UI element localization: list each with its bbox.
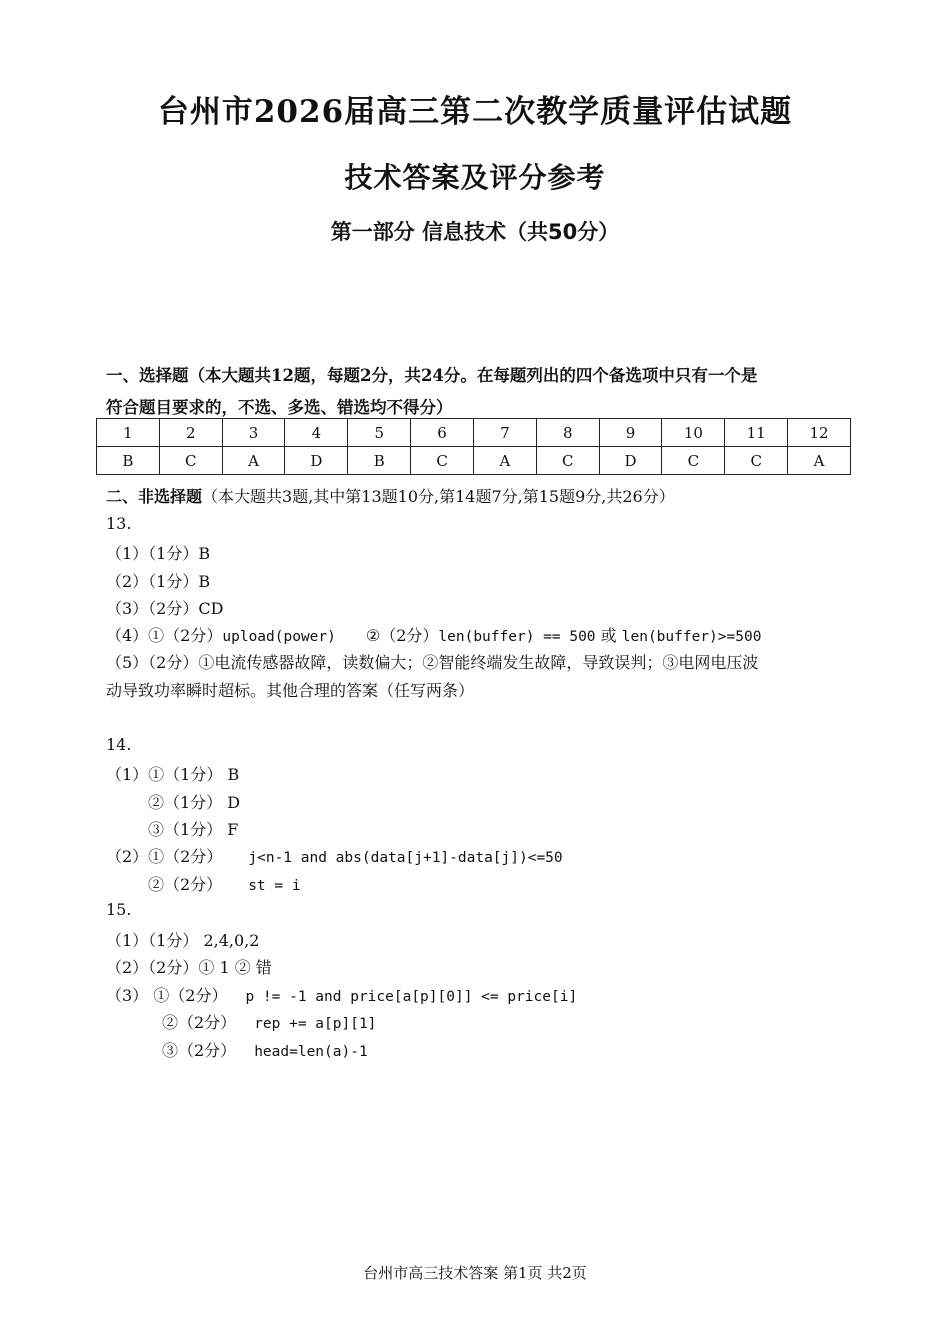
q15-answer-1: （1）（1分） 2,4,0,2 — [106, 931, 260, 950]
answer-cell: C — [411, 447, 474, 475]
question-number-cell: 10 — [662, 419, 725, 447]
section1-heading-line2: 符合题目要求的，不选、多选、错选均不得分） — [106, 398, 453, 417]
question-number-cell: 3 — [222, 419, 285, 447]
q15-answer-3-2 — [162, 1010, 376, 1033]
section1-heading-line1: 一、选择题（本大题共12题，每题2分，共24分。在每题列出的四个备选项中只有一个是 — [106, 366, 758, 385]
answer-cell: B — [97, 447, 160, 475]
question-number-row — [97, 419, 851, 447]
answer-cell: A — [222, 447, 285, 475]
answer-cell: C — [159, 447, 222, 475]
q15-answer-3-1 — [106, 983, 577, 1006]
q15-answer-2: （2）（2分）① 1 ② 错 — [106, 958, 272, 977]
question-number-cell: 2 — [159, 419, 222, 447]
q14-number: 14. — [106, 735, 132, 754]
q13-answer-2: （2）（1分）B — [106, 572, 211, 591]
answer-cell: D — [285, 447, 348, 475]
answer-cell: B — [348, 447, 411, 475]
page-footer: 台州市高三技术答案 第1页 共2页 — [363, 1264, 587, 1282]
q15-answer-3-3-code: head=len(a)-1 — [254, 1044, 368, 1060]
question-number-cell: 9 — [599, 419, 662, 447]
q15-number: 15. — [106, 900, 132, 919]
section2-heading — [106, 484, 675, 507]
answer-cell: D — [599, 447, 662, 475]
answer-cell: A — [788, 447, 851, 475]
section2-heading-title: 二、非选择题 — [106, 487, 203, 506]
q15-answer-3-2-code: rep += a[p][1] — [254, 1016, 377, 1032]
question-number-cell: 1 — [97, 419, 160, 447]
q15-answer-3-1-code: p != -1 and price[a[p][0]] <= price[i] — [245, 989, 578, 1005]
q14-answer-1-1: （1）①（1分） B — [106, 765, 240, 784]
q13-answer-4-code2: len(buffer) == 500 — [438, 629, 596, 645]
document-subtitle: 技术答案及评分参考 — [344, 161, 606, 194]
question-number-cell: 12 — [788, 419, 851, 447]
question-number-cell: 6 — [411, 419, 474, 447]
q13-answer-4-code1: upload(power) — [222, 629, 336, 645]
answer-cell: C — [536, 447, 599, 475]
answer-row — [97, 447, 851, 475]
q13-answer-4-or: 或 — [600, 626, 617, 645]
q14-answer-2-1-prefix: （2）①（2分） — [106, 847, 223, 866]
question-number-cell: 4 — [285, 419, 348, 447]
question-number-cell: 5 — [348, 419, 411, 447]
section2-heading-detail: （本大题共3题,其中第13题10分,第14题7分,第15题9分,共26分） — [202, 487, 675, 506]
q13-answer-3: （3）（2分）CD — [106, 599, 224, 618]
q13-number: 13. — [106, 514, 132, 533]
q13-answer-1: （1）（1分）B — [106, 544, 211, 563]
q14-answer-2-2 — [148, 872, 301, 895]
part-title: 第一部分 信息技术（共50分） — [330, 220, 620, 244]
q15-answer-3-3-prefix: ③（2分） — [162, 1041, 237, 1060]
answer-cell: C — [662, 447, 725, 475]
q15-answer-3-1-prefix: （3） ①（2分） — [106, 986, 228, 1005]
multiple-choice-answer-table — [96, 418, 851, 475]
answer-cell: A — [473, 447, 536, 475]
q14-answer-1-3: ③（1分） F — [148, 820, 239, 839]
q14-answer-2-1 — [106, 844, 563, 867]
q13-answer-4-prefix: （4）①（2分） — [106, 626, 223, 645]
q15-answer-3-2-prefix: ②（2分） — [162, 1013, 237, 1032]
q15-answer-3-3 — [162, 1038, 368, 1061]
q14-answer-2-2-code: st = i — [248, 878, 301, 894]
question-number-cell: 7 — [473, 419, 536, 447]
q13-answer-5-line2: 动导致功率瞬时超标。其他合理的答案（任写两条） — [106, 681, 475, 700]
question-number-cell: 11 — [725, 419, 788, 447]
answer-cell: C — [725, 447, 788, 475]
q14-answer-2-1-code: j<n-1 and abs(data[j+1]-data[j])<=50 — [248, 850, 563, 866]
q13-answer-4-code3: len(buffer)>=500 — [621, 629, 762, 645]
q13-answer-4-mid: ②（2分） — [365, 626, 439, 645]
q14-answer-1-2: ②（1分） D — [148, 793, 241, 812]
q13-answer-4 — [106, 623, 761, 646]
q13-answer-5-line1: （5）（2分）①电流传感器故障，读数偏大；②智能终端发生故障，导致误判；③电网电压波 — [106, 653, 759, 672]
q14-answer-2-2-prefix: ②（2分） — [148, 875, 223, 894]
document-title: 台州市2026届高三第二次教学质量评估试题 — [157, 94, 793, 130]
question-number-cell: 8 — [536, 419, 599, 447]
